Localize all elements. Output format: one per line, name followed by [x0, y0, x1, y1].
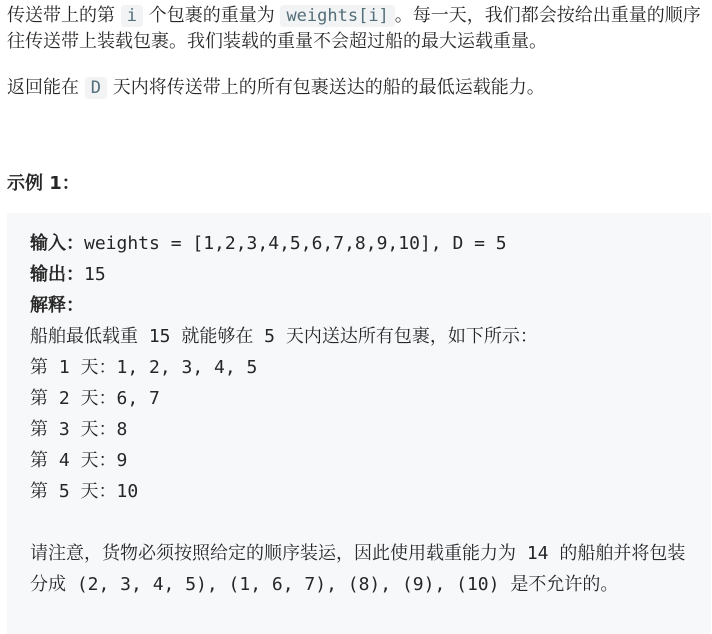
example-explain-line	[30, 290, 711, 321]
explain-line: 船舶最低载重 15 就能够在 5 天内送达所有包裹，如下所示：	[30, 326, 538, 347]
output-label: 输出：	[30, 264, 84, 285]
inline-code-weights: weights[i]	[280, 5, 394, 27]
example-input-line	[30, 228, 711, 259]
spacer	[30, 507, 711, 538]
intro-text-2: 个包裹的重量为	[142, 5, 281, 26]
inline-code-d: D	[85, 77, 107, 99]
inline-code-i: i	[121, 5, 143, 27]
explain-label: 解释：	[30, 295, 84, 316]
intro-paragraph-2	[7, 75, 707, 101]
intro-text-1: 传送带上的第	[7, 5, 121, 26]
explain-line: 第 5 天：10	[30, 481, 139, 502]
example-block	[7, 213, 711, 634]
output-value: 15	[84, 264, 106, 285]
explain-line: 第 2 天：6, 7	[30, 388, 160, 409]
example-note: 请注意，货物必须按照给定的顺序装运，因此使用载重能力为 14 的船舶并将包装分成 (2, 3, 4, 5), (1, 6, 7), (8), (9), (10) 是不允许的。	[30, 543, 686, 595]
intro-text-3: 。每一天，我们都会按给出重量的顺序往传送带上装载包裹。我们装载的重量不会超过船的最大运载重量。	[7, 5, 701, 52]
input-label: 输入：	[30, 233, 84, 254]
explain-line: 第 3 天：8	[30, 419, 128, 440]
input-value: weights = [1,2,3,4,5,6,7,8,9,10], D = 5	[84, 233, 507, 254]
example-title: 示例 1：	[7, 173, 80, 194]
example-output-line	[30, 259, 711, 290]
intro-text-5: 天内将传送带上的所有包裹送达的船的最低运载能力。	[106, 77, 545, 98]
problem-description	[7, 0, 707, 101]
explain-line: 第 1 天：1, 2, 3, 4, 5	[30, 357, 258, 378]
explain-line: 第 4 天：9	[30, 450, 128, 471]
intro-paragraph-1	[7, 0, 707, 55]
intro-text-4: 返回能在	[7, 77, 85, 98]
